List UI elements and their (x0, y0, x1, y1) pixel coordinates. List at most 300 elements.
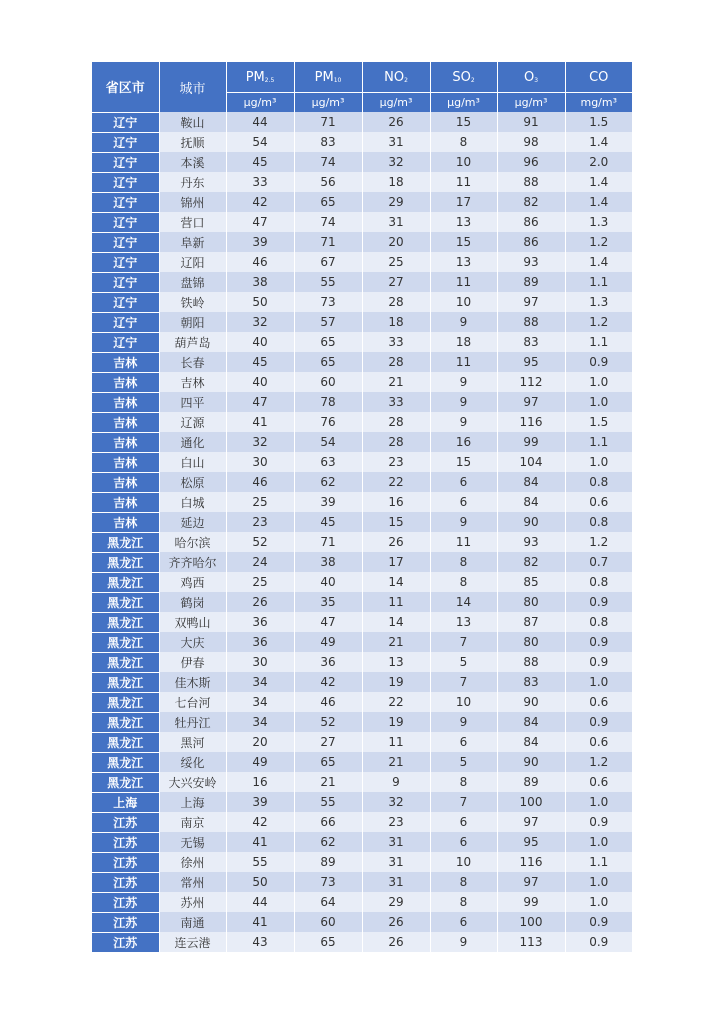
o3-cell: 82 (497, 192, 565, 212)
co-cell: 1.3 (565, 292, 632, 312)
no2-cell: 26 (362, 532, 430, 552)
province-cell: 吉林 (92, 512, 159, 532)
so2-column-header (430, 62, 497, 93)
pm25-cell: 36 (226, 612, 294, 632)
so2-cell: 8 (430, 552, 497, 572)
pm10-cell: 66 (294, 812, 362, 832)
co-cell: 1.0 (565, 672, 632, 692)
o3-cell: 100 (497, 792, 565, 812)
no2-cell: 19 (362, 672, 430, 692)
city-cell: 白山 (159, 452, 226, 472)
pm10-cell: 42 (294, 672, 362, 692)
province-cell: 江苏 (92, 872, 159, 892)
pm10-cell: 62 (294, 472, 362, 492)
city-cell: 四平 (159, 392, 226, 412)
so2-subscript: 2 (470, 76, 475, 84)
o3-cell: 86 (497, 232, 565, 252)
pm10-cell: 21 (294, 772, 362, 792)
table-row (92, 912, 632, 932)
table-row (92, 712, 632, 732)
co-cell: 0.8 (565, 612, 632, 632)
table-row (92, 732, 632, 752)
no2-column-header (362, 62, 430, 93)
city-cell: 阜新 (159, 232, 226, 252)
table-row (92, 492, 632, 512)
pm25-cell: 32 (226, 312, 294, 332)
table-row (92, 352, 632, 372)
no2-cell: 31 (362, 832, 430, 852)
so2-cell: 18 (430, 332, 497, 352)
so2-cell: 11 (430, 532, 497, 552)
so2-cell: 6 (430, 832, 497, 852)
no2-cell: 29 (362, 192, 430, 212)
o3-cell: 84 (497, 712, 565, 732)
pm10-cell: 47 (294, 612, 362, 632)
co-cell: 0.9 (565, 632, 632, 652)
city-cell: 哈尔滨 (159, 532, 226, 552)
co-cell: 1.0 (565, 832, 632, 852)
o3-cell: 85 (497, 572, 565, 592)
table-row (92, 792, 632, 812)
pm25-cell: 24 (226, 552, 294, 572)
co-cell: 1.4 (565, 172, 632, 192)
pm10-cell: 35 (294, 592, 362, 612)
no2-cell: 13 (362, 652, 430, 672)
table-row (92, 512, 632, 532)
pm10-cell: 71 (294, 232, 362, 252)
province-cell: 吉林 (92, 372, 159, 392)
o3-cell: 84 (497, 472, 565, 492)
no2-cell: 33 (362, 392, 430, 412)
o3-cell: 90 (497, 692, 565, 712)
city-cell: 大兴安岭 (159, 772, 226, 792)
no2-cell: 21 (362, 372, 430, 392)
co-cell: 0.8 (565, 572, 632, 592)
no2-cell: 29 (362, 892, 430, 912)
pm10-cell: 60 (294, 912, 362, 932)
pm25-cell: 46 (226, 252, 294, 272)
pm10-column-header (294, 62, 362, 93)
province-cell: 黑龙江 (92, 692, 159, 712)
co-cell: 1.1 (565, 852, 632, 872)
no2-cell: 26 (362, 932, 430, 952)
city-cell: 锦州 (159, 192, 226, 212)
co-cell: 1.0 (565, 392, 632, 412)
o3-cell: 98 (497, 132, 565, 152)
pm10-cell: 89 (294, 852, 362, 872)
province-cell: 辽宁 (92, 172, 159, 192)
o3-cell: 84 (497, 732, 565, 752)
o3-cell: 87 (497, 612, 565, 632)
o3-subscript: 3 (534, 76, 539, 84)
co-cell: 0.6 (565, 692, 632, 712)
pm10-cell: 71 (294, 532, 362, 552)
no2-cell: 28 (362, 292, 430, 312)
o3-cell: 88 (497, 172, 565, 192)
province-cell: 江苏 (92, 852, 159, 872)
city-cell: 南京 (159, 812, 226, 832)
o3-cell: 83 (497, 672, 565, 692)
pm25-cell: 45 (226, 152, 294, 172)
table-header (92, 62, 632, 112)
pm10-unit: μg/m³ (294, 93, 362, 113)
co-cell: 1.1 (565, 332, 632, 352)
co-cell: 1.0 (565, 872, 632, 892)
table-row (92, 272, 632, 292)
co-cell: 1.2 (565, 532, 632, 552)
pm25-cell: 44 (226, 112, 294, 132)
city-column-header: 城市 (159, 62, 226, 112)
pm10-cell: 54 (294, 432, 362, 452)
co-cell: 1.0 (565, 892, 632, 912)
pm10-cell: 83 (294, 132, 362, 152)
pm25-cell: 26 (226, 592, 294, 612)
o3-cell: 82 (497, 552, 565, 572)
pm10-cell: 63 (294, 452, 362, 472)
pm25-cell: 41 (226, 912, 294, 932)
table-row (92, 332, 632, 352)
no2-cell: 16 (362, 492, 430, 512)
province-cell: 辽宁 (92, 252, 159, 272)
pm25-cell: 52 (226, 532, 294, 552)
so2-cell: 6 (430, 732, 497, 752)
province-cell: 辽宁 (92, 132, 159, 152)
table-row (92, 852, 632, 872)
co-cell: 0.6 (565, 772, 632, 792)
so2-cell: 11 (430, 272, 497, 292)
so2-cell: 6 (430, 912, 497, 932)
city-cell: 朝阳 (159, 312, 226, 332)
co-cell: 0.6 (565, 492, 632, 512)
table-row (92, 672, 632, 692)
pm10-cell: 73 (294, 292, 362, 312)
o3-cell: 80 (497, 632, 565, 652)
city-cell: 上海 (159, 792, 226, 812)
pm25-cell: 50 (226, 872, 294, 892)
pm25-cell: 42 (226, 812, 294, 832)
pm25-cell: 41 (226, 832, 294, 852)
o3-label: O (523, 69, 535, 85)
no2-cell: 28 (362, 352, 430, 372)
o3-cell: 112 (497, 372, 565, 392)
city-cell: 佳木斯 (159, 672, 226, 692)
no2-cell: 18 (362, 312, 430, 332)
no2-cell: 32 (362, 152, 430, 172)
table-row (92, 132, 632, 152)
so2-cell: 6 (430, 492, 497, 512)
table-row (92, 892, 632, 912)
pm10-cell: 65 (294, 352, 362, 372)
province-cell: 辽宁 (92, 312, 159, 332)
province-cell: 黑龙江 (92, 572, 159, 592)
table-row (92, 592, 632, 612)
so2-cell: 7 (430, 672, 497, 692)
o3-cell: 95 (497, 352, 565, 372)
pm10-cell: 45 (294, 512, 362, 532)
co-cell: 0.7 (565, 552, 632, 572)
co-cell: 1.0 (565, 792, 632, 812)
o3-unit: μg/m³ (497, 93, 565, 113)
o3-cell: 89 (497, 772, 565, 792)
co-cell: 1.2 (565, 312, 632, 332)
pm25-cell: 40 (226, 332, 294, 352)
province-column-header: 省区市 (92, 62, 159, 112)
o3-cell: 97 (497, 872, 565, 892)
pm10-cell: 49 (294, 632, 362, 652)
province-cell: 辽宁 (92, 212, 159, 232)
no2-cell: 28 (362, 412, 430, 432)
co-cell: 1.1 (565, 432, 632, 452)
no2-cell: 17 (362, 552, 430, 572)
pm10-cell: 65 (294, 192, 362, 212)
province-cell: 江苏 (92, 932, 159, 952)
table-row (92, 152, 632, 172)
table-row (92, 552, 632, 572)
table-row (92, 812, 632, 832)
no2-cell: 20 (362, 232, 430, 252)
pm10-cell: 55 (294, 272, 362, 292)
city-cell: 松原 (159, 472, 226, 492)
o3-cell: 95 (497, 832, 565, 852)
city-cell: 白城 (159, 492, 226, 512)
so2-cell: 9 (430, 412, 497, 432)
so2-cell: 5 (430, 752, 497, 772)
pm25-cell: 43 (226, 932, 294, 952)
co-cell: 1.5 (565, 112, 632, 132)
no2-unit: μg/m³ (362, 93, 430, 113)
city-cell: 葫芦岛 (159, 332, 226, 352)
no2-cell: 31 (362, 212, 430, 232)
table-row (92, 572, 632, 592)
pm25-cell: 39 (226, 232, 294, 252)
no2-cell: 21 (362, 752, 430, 772)
table-row (92, 412, 632, 432)
province-cell: 黑龙江 (92, 652, 159, 672)
pm25-cell: 42 (226, 192, 294, 212)
so2-cell: 10 (430, 692, 497, 712)
no2-cell: 31 (362, 132, 430, 152)
pm25-cell: 23 (226, 512, 294, 532)
so2-cell: 13 (430, 252, 497, 272)
pm25-cell: 25 (226, 572, 294, 592)
no2-cell: 26 (362, 112, 430, 132)
city-cell: 抚顺 (159, 132, 226, 152)
pm25-cell: 44 (226, 892, 294, 912)
so2-cell: 9 (430, 392, 497, 412)
pm25-cell: 45 (226, 352, 294, 372)
pm25-cell: 47 (226, 392, 294, 412)
pm10-cell: 36 (294, 652, 362, 672)
o3-cell: 90 (497, 752, 565, 772)
pm10-cell: 40 (294, 572, 362, 592)
province-cell: 辽宁 (92, 272, 159, 292)
province-cell: 黑龙江 (92, 552, 159, 572)
pm25-cell: 49 (226, 752, 294, 772)
pm10-cell: 76 (294, 412, 362, 432)
so2-cell: 11 (430, 172, 497, 192)
o3-cell: 86 (497, 212, 565, 232)
pm25-cell: 30 (226, 652, 294, 672)
co-cell: 0.8 (565, 512, 632, 532)
pm25-cell: 16 (226, 772, 294, 792)
pm25-cell: 54 (226, 132, 294, 152)
co-cell: 0.6 (565, 732, 632, 752)
table-row (92, 772, 632, 792)
table-row (92, 632, 632, 652)
no2-cell: 22 (362, 692, 430, 712)
o3-cell: 83 (497, 332, 565, 352)
pm10-cell: 67 (294, 252, 362, 272)
city-cell: 铁岭 (159, 292, 226, 312)
pm10-cell: 55 (294, 792, 362, 812)
table-row (92, 212, 632, 232)
pm10-cell: 56 (294, 172, 362, 192)
province-cell: 上海 (92, 792, 159, 812)
so2-cell: 9 (430, 372, 497, 392)
city-cell: 盘锦 (159, 272, 226, 292)
pm10-cell: 65 (294, 932, 362, 952)
province-cell: 黑龙江 (92, 672, 159, 692)
so2-cell: 7 (430, 632, 497, 652)
so2-cell: 5 (430, 652, 497, 672)
pm10-cell: 65 (294, 752, 362, 772)
province-cell: 吉林 (92, 352, 159, 372)
city-cell: 鞍山 (159, 112, 226, 132)
so2-cell: 9 (430, 712, 497, 732)
province-cell: 黑龙江 (92, 772, 159, 792)
no2-cell: 26 (362, 912, 430, 932)
city-cell: 通化 (159, 432, 226, 452)
pm10-label: PM (314, 69, 334, 85)
table-row (92, 232, 632, 252)
o3-cell: 88 (497, 652, 565, 672)
pm10-cell: 46 (294, 692, 362, 712)
co-unit: mg/m³ (565, 93, 632, 113)
table-row (92, 452, 632, 472)
o3-cell: 104 (497, 452, 565, 472)
no2-cell: 23 (362, 452, 430, 472)
no2-cell: 14 (362, 612, 430, 632)
table-row (92, 252, 632, 272)
so2-cell: 10 (430, 152, 497, 172)
pm10-cell: 64 (294, 892, 362, 912)
co-cell: 1.1 (565, 272, 632, 292)
so2-cell: 15 (430, 112, 497, 132)
table-row (92, 532, 632, 552)
pm25-cell: 30 (226, 452, 294, 472)
table-row (92, 392, 632, 412)
province-cell: 辽宁 (92, 152, 159, 172)
o3-cell: 97 (497, 812, 565, 832)
no2-cell: 32 (362, 792, 430, 812)
o3-cell: 97 (497, 392, 565, 412)
pm25-cell: 47 (226, 212, 294, 232)
pm10-cell: 71 (294, 112, 362, 132)
table-row (92, 612, 632, 632)
pm25-unit: μg/m³ (226, 93, 294, 113)
no2-cell: 18 (362, 172, 430, 192)
city-cell: 徐州 (159, 852, 226, 872)
table-row (92, 172, 632, 192)
no2-cell: 28 (362, 432, 430, 452)
co-cell: 1.0 (565, 452, 632, 472)
pm10-cell: 39 (294, 492, 362, 512)
so2-cell: 16 (430, 432, 497, 452)
so2-cell: 9 (430, 512, 497, 532)
no2-cell: 22 (362, 472, 430, 492)
province-cell: 辽宁 (92, 232, 159, 252)
city-cell: 鹤岗 (159, 592, 226, 612)
co-cell: 0.9 (565, 812, 632, 832)
pm25-cell: 46 (226, 472, 294, 492)
so2-label: SO (452, 69, 471, 85)
co-cell: 2.0 (565, 152, 632, 172)
co-cell: 0.8 (565, 472, 632, 492)
city-cell: 双鸭山 (159, 612, 226, 632)
no2-cell: 11 (362, 592, 430, 612)
province-cell: 辽宁 (92, 112, 159, 132)
o3-cell: 113 (497, 932, 565, 952)
table-row (92, 192, 632, 212)
no2-cell: 11 (362, 732, 430, 752)
city-cell: 伊春 (159, 652, 226, 672)
table-row (92, 312, 632, 332)
so2-cell: 9 (430, 932, 497, 952)
city-cell: 无锡 (159, 832, 226, 852)
city-cell: 黑河 (159, 732, 226, 752)
pm10-cell: 74 (294, 212, 362, 232)
so2-cell: 6 (430, 812, 497, 832)
so2-cell: 8 (430, 892, 497, 912)
co-cell: 1.4 (565, 192, 632, 212)
table-row (92, 752, 632, 772)
province-cell: 黑龙江 (92, 612, 159, 632)
pm10-cell: 60 (294, 372, 362, 392)
co-cell: 1.2 (565, 752, 632, 772)
city-cell: 大庆 (159, 632, 226, 652)
city-cell: 辽源 (159, 412, 226, 432)
province-cell: 江苏 (92, 892, 159, 912)
o3-cell: 93 (497, 532, 565, 552)
province-cell: 黑龙江 (92, 592, 159, 612)
co-label: CO (589, 69, 609, 85)
province-cell: 吉林 (92, 472, 159, 492)
city-cell: 牡丹江 (159, 712, 226, 732)
co-cell: 1.2 (565, 232, 632, 252)
city-cell: 延边 (159, 512, 226, 532)
pm10-cell: 62 (294, 832, 362, 852)
no2-cell: 33 (362, 332, 430, 352)
o3-cell: 80 (497, 592, 565, 612)
province-cell: 黑龙江 (92, 532, 159, 552)
pm10-cell: 73 (294, 872, 362, 892)
pm25-cell: 55 (226, 852, 294, 872)
province-cell: 黑龙江 (92, 732, 159, 752)
o3-cell: 100 (497, 912, 565, 932)
so2-cell: 7 (430, 792, 497, 812)
pm25-cell: 32 (226, 432, 294, 452)
province-cell: 江苏 (92, 812, 159, 832)
province-cell: 江苏 (92, 832, 159, 852)
so2-cell: 6 (430, 472, 497, 492)
so2-cell: 13 (430, 212, 497, 232)
co-cell: 0.9 (565, 912, 632, 932)
o3-cell: 97 (497, 292, 565, 312)
city-cell: 辽阳 (159, 252, 226, 272)
pm25-cell: 50 (226, 292, 294, 312)
table-row (92, 932, 632, 952)
no2-cell: 9 (362, 772, 430, 792)
